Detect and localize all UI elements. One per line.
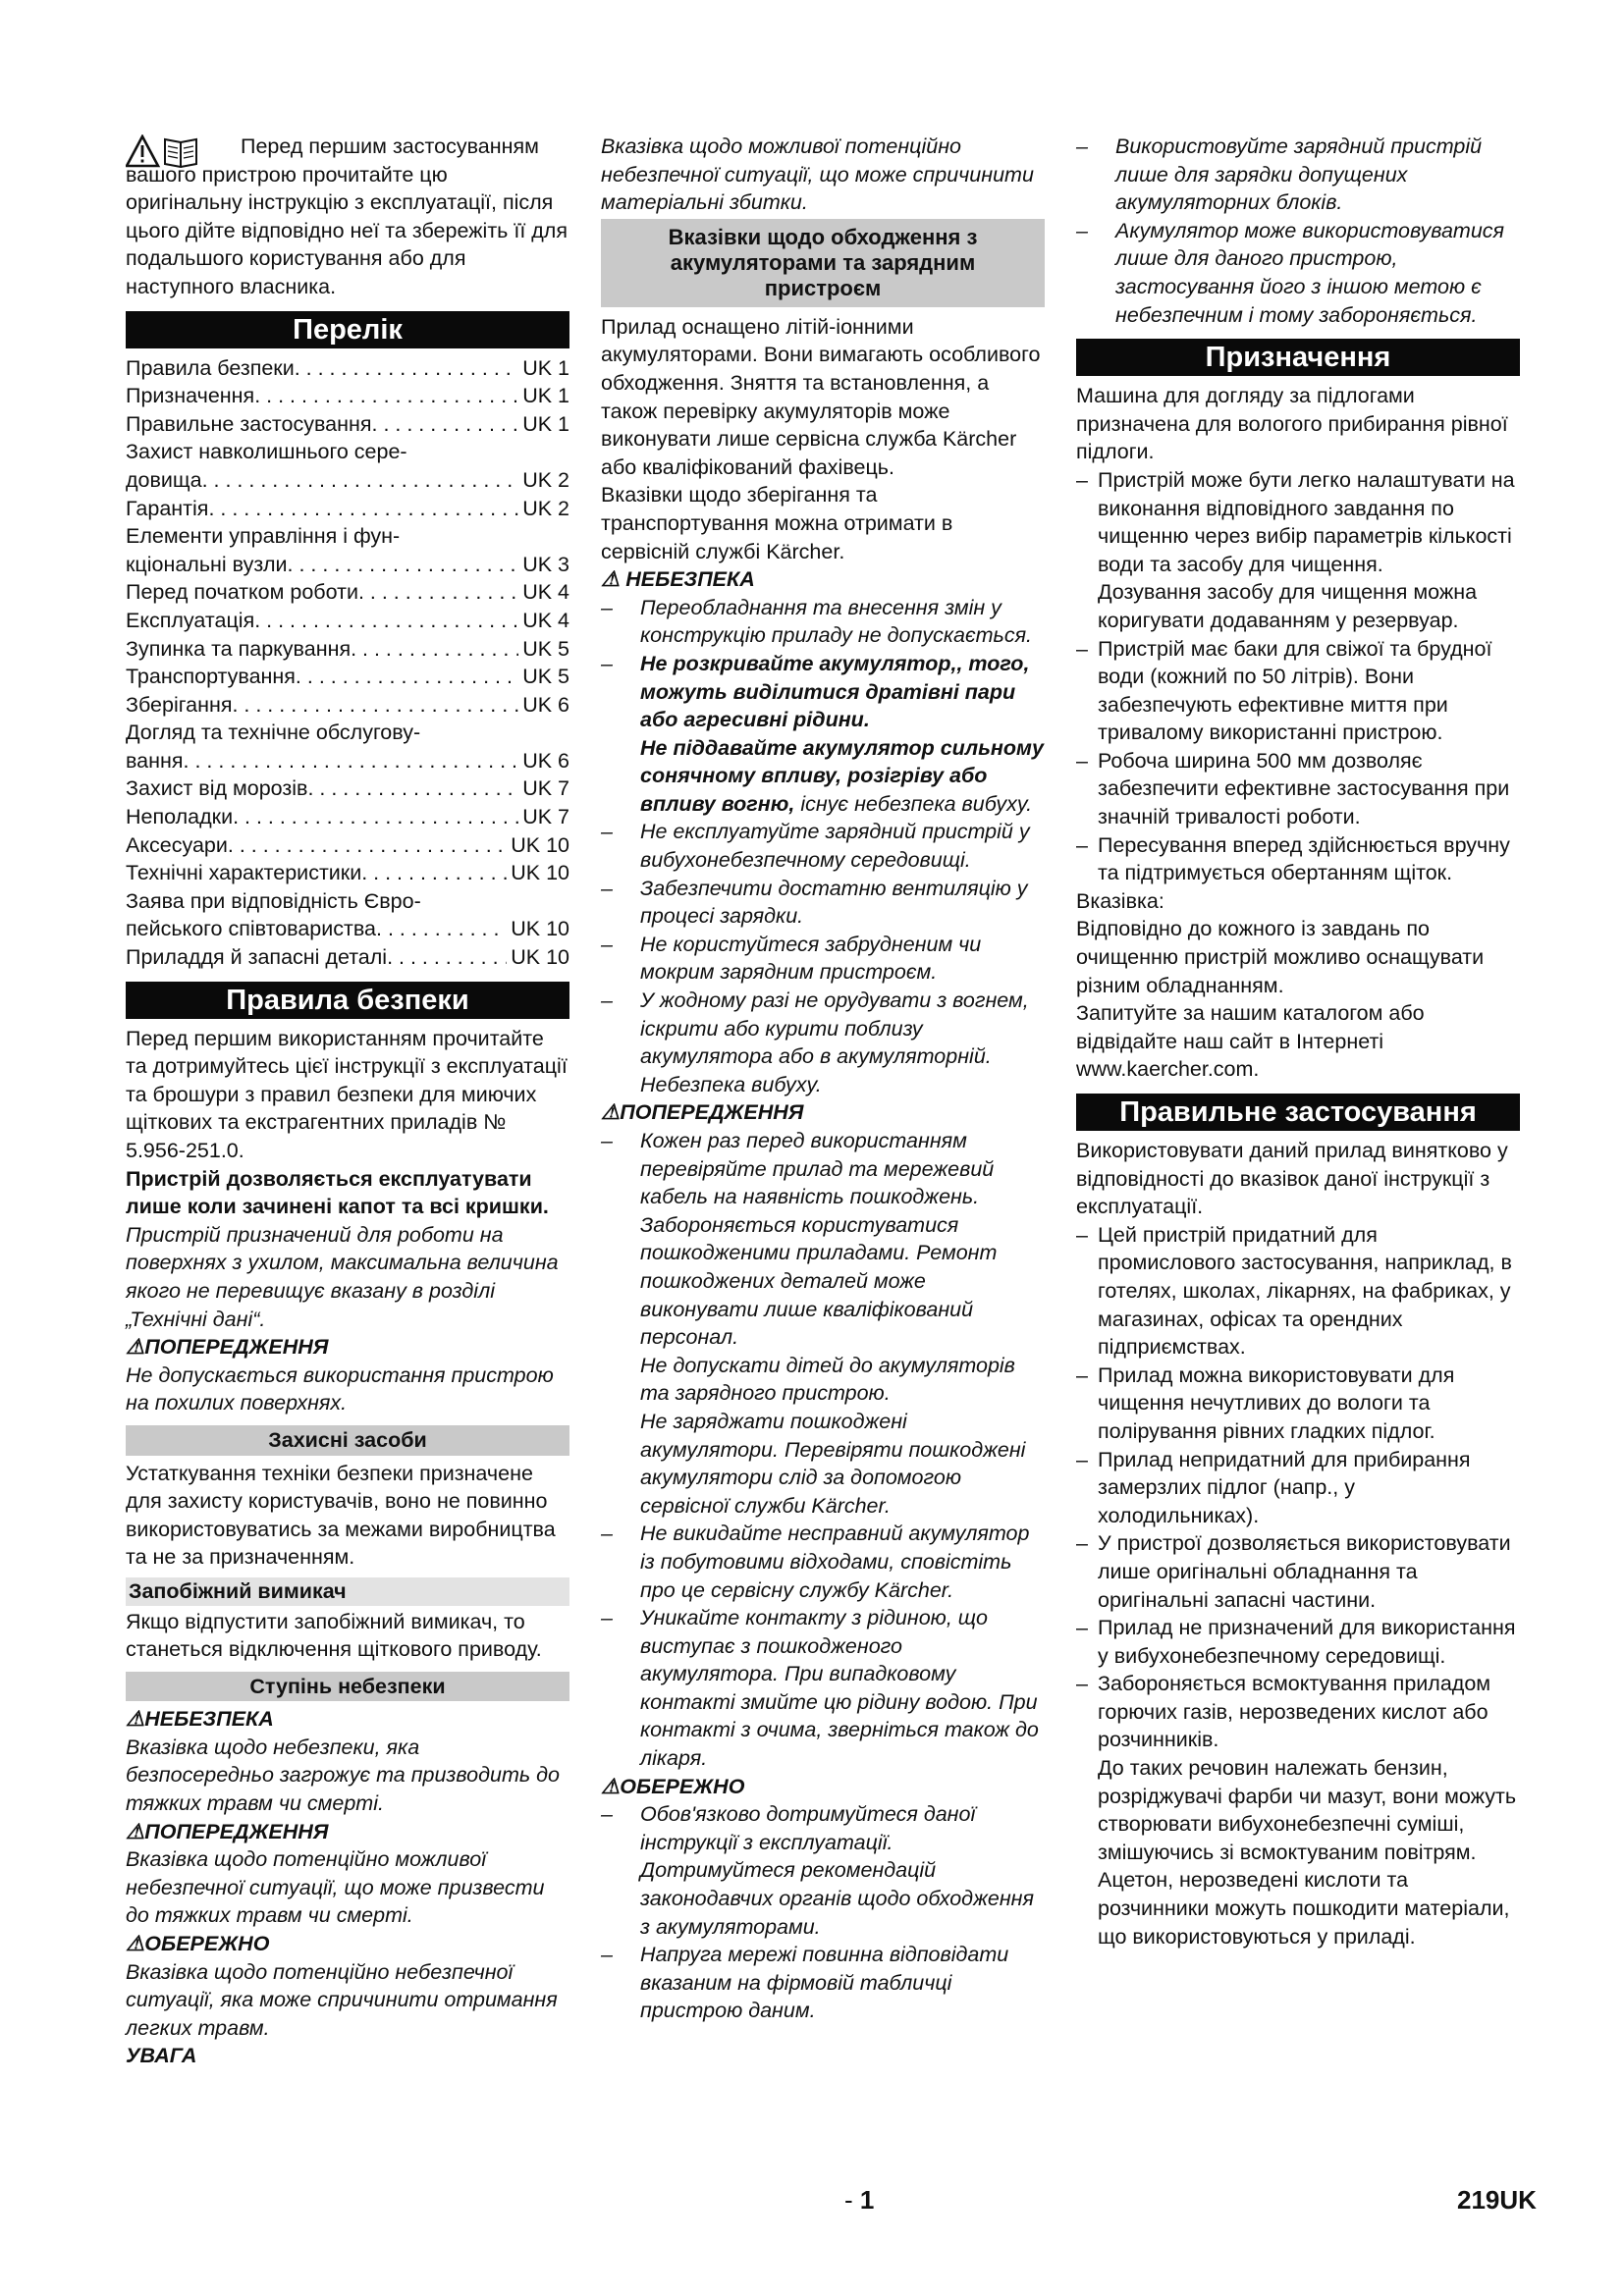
toc-item[interactable]: вання . . . UK 6 xyxy=(126,747,569,775)
list-item: – Кожен раз перед використанням перевіряйте прилад та мережевий кабель на наявність пошкоджень. Забороняється користуватися пошкодженими приладами. Ремонт пошкоджених деталей може виконувати лише кваліфікований персонал. Не допускати дітей до акумуляторів та зарядного пристрою. Не заряджати пошкоджені акумулятори. Перевіряти пошкоджені акумулятори слід за допомогою сервісної служби Kärcher. xyxy=(601,1127,1045,1520)
toc-item[interactable]: Гарантія . . . UK 2 xyxy=(126,495,569,523)
proper-use-intro: Використовувати даний прилад винятково у відповідності до вказівок даної інструкції з експлуатації. xyxy=(1076,1139,1508,1219)
list-item: – Уникайте контакту з рідиною, що виступає з пошкодженого акумулятора. При випадковому контакті змийте цю рідину водою. При контакті з очима, зверніться також до лікаря. xyxy=(601,1604,1045,1773)
list-item: – Робоча ширина 500 мм дозволяє забезпечити ефективне застосування при значній тривалості роботи. xyxy=(1076,747,1520,831)
toc-item-line1[interactable]: Заява при відповідність Євро- xyxy=(126,888,421,913)
toc-item-line1[interactable]: Догляд та технічне обслугову- xyxy=(126,721,421,745)
battery-caution-list-cont xyxy=(1076,133,1520,329)
list-item: – Пересування вперед здійснюється вручну та підтримується обертанням щіток. xyxy=(1076,831,1520,887)
warning-level-label: ⚠ПОПЕРЕДЖЕННЯ xyxy=(126,1819,329,1843)
protective-text: Устаткування техніки безпеки призначене для захисту користувачів, воно не повинно використовуватись за межами виробництва та не за призначенням. xyxy=(126,1461,556,1570)
note-label: Вказівка: xyxy=(1076,888,1164,913)
list-item: – Не експлуатуйте зарядний пристрій у вибухонебезпечному середовищі. xyxy=(601,818,1045,874)
purpose-title: Призначення xyxy=(1076,339,1520,376)
safety-title: Правила безпеки xyxy=(126,982,569,1019)
list-item: – Цей пристрій придатний для промислового застосування, наприклад, в готелях, школах, лікарнях, на фабриках, у магазинах, офісах та орендних підприємствах. xyxy=(1076,1221,1520,1362)
list-item: – Використовуйте зарядний пристрій лише для зарядки допущених акумуляторних блоків. xyxy=(1076,133,1520,217)
battery-warning-label: ⚠ПОПЕРЕДЖЕННЯ xyxy=(601,1100,804,1125)
toc-item[interactable]: Неполадки . . . UK 7 xyxy=(126,803,569,831)
list-item: – У жодному разі не орудувати з вогнем, іскрити або курити поблизу акумулятора або в акумуляторній. Небезпека вибуху. xyxy=(601,987,1045,1098)
safety-slope-note: Пристрій призначений для роботи на поверхнях з ухилом, максимальна величина якого не перевищує вказану в розділі „Технічні дані“. xyxy=(126,1222,559,1331)
list-item: – Пристрій має баки для свіжої та брудної води (кожний по 50 літрів). Вони забезпечують ефективне миття при тривалому використанні пристрою. xyxy=(1076,635,1520,747)
proper-use-title: Правильне застосування xyxy=(1076,1094,1520,1131)
list-item: – Не викидайте несправний акумулятор із побутовими відходами, сповістіть про це сервісну службу Kärcher. xyxy=(601,1520,1045,1604)
caution-label: ⚠ОБЕРЕЖНО xyxy=(126,1932,270,1956)
toc-item-line1[interactable]: Елементи управління і фун- xyxy=(126,524,401,549)
toc-list xyxy=(126,354,569,972)
levels-title: Ступінь небезпеки xyxy=(126,1672,569,1702)
sun-warning-bold: Не піддавайте акумулятор сильному сонячному впливу, розігріву або впливу вогню, xyxy=(640,735,1044,816)
battery-danger-list xyxy=(601,594,1045,1099)
attention-text: Вказівка щодо можливої потенційно небезпечної ситуації, що може спричинити матеріальні збитки. xyxy=(601,134,1034,215)
toc-item[interactable]: Аксесуари . . . UK 10 xyxy=(126,831,569,860)
safety-covers-note: Пристрій дозволяється експлуатувати лише коли зачинені капот та всі кришки. xyxy=(126,1166,549,1219)
list-item: – Акумулятор може використовуватися лише для даного пристрою, застосування його з іншою метою є небезпечним і тому забороняється. xyxy=(1076,217,1520,329)
safety-intro: Перед першим використанням прочитайте та дотримуйтесь цієї інструкції з експлуатації та брошури з правил безпеки для миючих щіткових та екстрагентних приладів № 5.956-251.0. xyxy=(126,1026,568,1162)
children-note: Не допускати дітей до акумуляторів та зарядного пристрою. xyxy=(640,1353,1015,1406)
intro-first-line: Перед першим застосуванням xyxy=(241,134,539,158)
toc-item[interactable]: пейського співтовариства . . . UK 10 xyxy=(126,915,569,943)
toc-item[interactable]: Зберігання . . . UK 6 xyxy=(126,691,569,720)
list-item: – Не розкривайте акумулятор,, того, можуть виділитися дратівні пари або агресивні рідини. Не піддавайте акумулятор сильному сонячному впливу, розігріву або впливу вогню, існує небезпека вибуху. xyxy=(601,650,1045,819)
list-item: – Напруга мережі повинна відповідати вказаним на фірмовій табличці пристрою даним. xyxy=(601,1941,1045,2025)
proper-use-list xyxy=(1076,1221,1520,1950)
warning-label: ⚠ПОПЕРЕДЖЕННЯ xyxy=(126,1335,329,1360)
list-item: – Обов'язково дотримуйтеся даної інструкції з експлуатації. Дотримуйтеся рекомендацій законодавчих органів щодо обходження з акумуляторами. xyxy=(601,1800,1045,1941)
note-text: Відповідно до кожного із завдань по очищенню пристрій можливо оснащувати різним обладнанням. xyxy=(1076,917,1485,997)
battery-danger-label: ⚠ НЕБЕЗПЕКА xyxy=(601,567,755,592)
toc-item[interactable]: Транспортування . . . UK 5 xyxy=(126,663,569,691)
battery-warning-list xyxy=(601,1127,1045,1773)
toc-item[interactable]: Призначення . . . UK 1 xyxy=(126,382,569,410)
intro-text: вашого пристрою прочитайте цю оригінальну інструкцію з експлуатації, після цього дійте відповідно неї та збережіть її для подальшого користування або для наступного власника. xyxy=(126,162,568,298)
fuse-title: Запобіжний вимикач xyxy=(126,1577,569,1606)
warning-manual-icon xyxy=(126,134,234,168)
list-item: – Не користуйтеся забрудненим чи мокрим зарядним пристроєм. xyxy=(601,931,1045,987)
list-item: – У пристрої дозволяється використовувати лише оригінальні обладнання та оригінальні запасні частини. xyxy=(1076,1529,1520,1614)
column-left xyxy=(126,133,569,2070)
list-item: – Прилад непридатний для прибирання замерзлих підлог (напр., у холодильниках). xyxy=(1076,1446,1520,1530)
battery-intro: Прилад оснащено літій-іонними акумуляторами. Вони вимагають особливого обходження. Зняття та встановлення, а також перевірку акумуляторів може виконувати лише сервісна служба Kärcher або кваліфікований фахівець. xyxy=(601,314,1041,479)
battery-storage: Вказівки щодо зберігання та транспортування можна отримати в сервісній службі Kärcher. xyxy=(601,483,953,563)
battery-caution-label: ⚠ОБЕРЕЖНО xyxy=(601,1774,745,1798)
toc-item[interactable]: Приладдя й запасні деталі . . . UK 10 xyxy=(126,943,569,972)
toc-item[interactable]: Технічні характеристики . . . UK 10 xyxy=(126,859,569,887)
column-right xyxy=(1076,133,1520,1950)
list-item: – Пристрій може бути легко налаштувати на виконання відповідного завдання по чищенню через вибір параметрів кількості води та засобу для чищення. Дозування засобу для чищення можна коригувати додаванням у резервуар. xyxy=(1076,466,1520,635)
danger-text: Вказівка щодо небезпеки, яка безпосередньо загрожує та призводить до тяжких травм чи смерті. xyxy=(126,1735,561,1816)
list-item: – Прилад не призначений для використання у вибухонебезпечному середовищі. xyxy=(1076,1614,1520,1670)
protective-title: Захисні засоби xyxy=(126,1425,569,1456)
page-code: 219UK xyxy=(1457,2185,1537,2215)
toc-item[interactable]: Експлуатація . . . UK 4 xyxy=(126,607,569,635)
purpose-intro: Машина для догляду за підлогами призначена для вологого прибирання рівної підлоги. xyxy=(1076,384,1508,464)
hazardous-substances-note: До таких речовин належать бензин, розріджувачі фарби чи мазут, вони можуть створювати вибухонебезпечні суміші, змішуючись зі всмоктуваним повітрям. Ацетон, нерозведені кислоти та розчинники можуть пошкодити матеріали, що використовуються у приладі. xyxy=(1098,1756,1517,1949)
toc-item[interactable]: кціональні вузли . . . UK 3 xyxy=(126,551,569,579)
column-middle xyxy=(601,133,1045,2025)
dosage-note: Дозування засобу для чищення можна коригувати додаванням у резервуар. xyxy=(1098,580,1478,632)
list-item: – Переобладнання та внесення змін у конструкцію приладу не допускається. xyxy=(601,594,1045,650)
attention-label: УВАГА xyxy=(126,2044,197,2068)
intro xyxy=(126,133,569,301)
warning-level-text: Вказівка щодо потенційно можливої небезпечної ситуації, що може призвести до тяжких травм чи смерті. xyxy=(126,1847,545,1928)
toc-item[interactable]: Зупинка та паркування . . . UK 5 xyxy=(126,635,569,664)
list-item: – Забороняється всмоктування приладом горючих газів, нерозведених кислот або розчинників. До таких речовин належать бензин, розріджувачі фарби чи мазут, вони можуть створювати вибухонебезпечні суміші, змішуючись зі всмоктуваним повітрям. Ацетон, нерозведені кислоти та розчинники можуть пошкодити матеріали, що використовуються у приладі. xyxy=(1076,1670,1520,1950)
battery-caution-list xyxy=(601,1800,1045,2025)
warning-text: Не допускається використання пристрою на похилих поверхнях. xyxy=(126,1362,554,1415)
toc-item[interactable]: довища . . . UK 2 xyxy=(126,466,569,495)
toc-title: Перелік xyxy=(126,311,569,348)
sun-warning-rest: існує небезпека вибуху. xyxy=(800,791,1033,816)
battery-title: Вказівки щодо обходження з акумуляторами та зарядним пристроєм xyxy=(601,219,1045,307)
toc-item-line1[interactable]: Захист навколишнього сере- xyxy=(126,440,407,464)
toc-item[interactable]: Перед початком роботи . . . UK 4 xyxy=(126,578,569,607)
caution-text: Вказівка щодо потенційно небезпечної ситуації, яка може спричинити отримання легких травм. xyxy=(126,1959,558,2040)
damaged-battery-note: Не заряджати пошкоджені акумулятори. Перевіряти пошкоджені акумулятори слід за допомогою сервісної служби Kärcher. xyxy=(640,1409,1026,1518)
toc-item[interactable]: Правила безпеки . . . UK 1 xyxy=(126,354,569,383)
danger-label: ⚠НЕБЕЗПЕКА xyxy=(126,1707,274,1732)
toc-item[interactable]: Захист від морозів . . . UK 7 xyxy=(126,774,569,803)
toc-item[interactable]: Правильне застосування . . . UK 1 xyxy=(126,410,569,439)
list-item: – Прилад можна використовувати для чищення нечутливих до вологи та полірування рівних гладких підлог. xyxy=(1076,1362,1520,1446)
purpose-list xyxy=(1076,466,1520,887)
list-item: – Забезпечити достатню вентиляцію у процесі зарядки. xyxy=(601,875,1045,931)
page-number: - 1 xyxy=(844,2185,875,2215)
fuse-text: Якщо відпустити запобіжний вимикач, то станеться відключення щіткового приводу. xyxy=(126,1609,542,1662)
catalog-text[interactable]: Запитуйте за нашим каталогом або відвідайте наш сайт в Інтернеті www.kaercher.com. xyxy=(1076,1001,1425,1082)
